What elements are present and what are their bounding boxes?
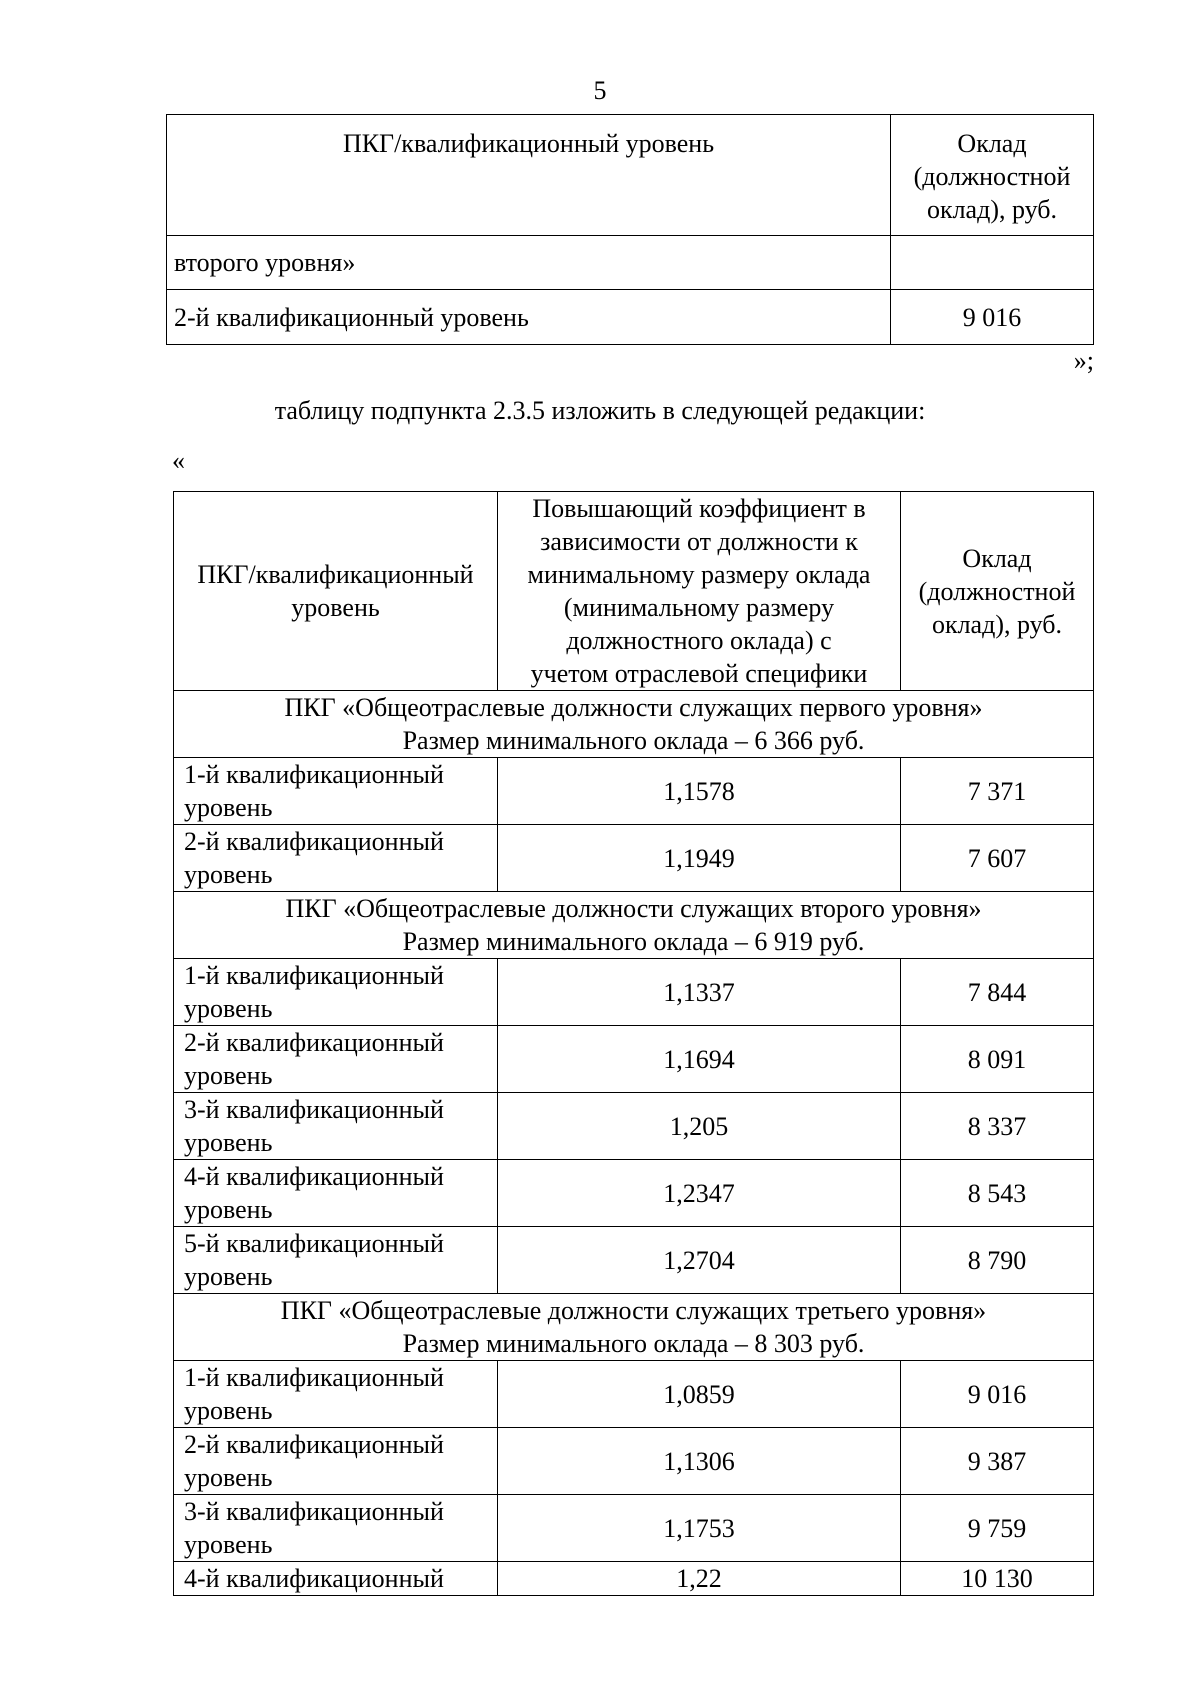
level-line: уровень xyxy=(184,1396,273,1425)
opening-quote: « xyxy=(172,446,185,475)
header-line: зависимости от должности к xyxy=(540,527,858,556)
level-cell xyxy=(174,1495,498,1562)
table-row xyxy=(174,1562,1094,1596)
table1-header-row xyxy=(167,115,1094,236)
group-header-row xyxy=(174,691,1094,758)
salary-cell: 9 016 xyxy=(891,290,1094,345)
table2-header-level xyxy=(174,492,498,691)
level-cell xyxy=(174,1562,498,1596)
level-line: 1-й квалификационный xyxy=(184,961,444,990)
header-line: (минимальному размеру xyxy=(563,593,835,622)
table-row xyxy=(174,825,1094,892)
salary-cell: 8 091 xyxy=(901,1026,1094,1093)
group-header-row xyxy=(174,892,1094,959)
table1-header-salary-line: Оклад xyxy=(957,129,1027,158)
group-min-salary: Размер минимального оклада – 8 303 руб. xyxy=(402,1329,865,1358)
salary-cell: 9 387 xyxy=(901,1428,1094,1495)
group-header-row xyxy=(174,1294,1094,1361)
group-header xyxy=(174,1294,1094,1361)
level-line: 5-й квалификационный xyxy=(184,1229,444,1258)
closing-quote: »; xyxy=(1073,346,1094,375)
level-line: уровень xyxy=(184,1195,273,1224)
level-line: 3-й квалификационный xyxy=(184,1497,444,1526)
level-cell xyxy=(174,1026,498,1093)
table1-header-salary-line: (должностной xyxy=(913,162,1071,191)
level-line: уровень xyxy=(184,1061,273,1090)
header-line: учетом отраслевой специфики xyxy=(530,659,868,688)
group-min-salary: Размер минимального оклада – 6 366 руб. xyxy=(402,726,865,755)
salary-cell xyxy=(891,236,1094,290)
coefficient-cell: 1,1753 xyxy=(498,1495,901,1562)
table-row xyxy=(174,1160,1094,1227)
level-line: 1-й квалификационный xyxy=(184,1363,444,1392)
header-line: (должностной xyxy=(918,576,1076,606)
table1-header-salary xyxy=(891,115,1094,236)
level-cell xyxy=(174,758,498,825)
group-title: ПКГ «Общеотраслевые должности служащих первого уровня» xyxy=(284,693,983,722)
table-row xyxy=(167,290,1094,345)
table1-header-level: ПКГ/квалификационный уровень xyxy=(167,115,891,236)
level-line: 4-й квалификационный xyxy=(184,1162,444,1191)
salary-coefficient-table xyxy=(173,491,1094,1596)
coefficient-cell: 1,205 xyxy=(498,1093,901,1160)
level-cell xyxy=(174,1361,498,1428)
table2-header-row xyxy=(174,492,1094,691)
level-cell: 2-й квалификационный уровень xyxy=(167,290,891,345)
header-line: ПКГ/квалификационный xyxy=(197,560,474,589)
salary-cell: 7 607 xyxy=(901,825,1094,892)
table-row xyxy=(174,959,1094,1026)
level-line: 4-й квалификационный xyxy=(184,1564,444,1593)
salary-cell: 8 337 xyxy=(901,1093,1094,1160)
salary-cell: 8 790 xyxy=(901,1227,1094,1294)
header-line: минимальному размеру оклада xyxy=(527,560,871,589)
level-cell xyxy=(174,825,498,892)
level-line: уровень xyxy=(184,793,273,822)
table-row xyxy=(174,1093,1094,1160)
level-cell: второго уровня» xyxy=(167,236,891,290)
table-row xyxy=(174,758,1094,825)
salary-cell: 8 543 xyxy=(901,1160,1094,1227)
level-cell xyxy=(174,1093,498,1160)
header-line: должностного оклада) с xyxy=(566,626,832,655)
salary-cell: 9 759 xyxy=(901,1495,1094,1562)
level-line: уровень xyxy=(184,860,273,889)
level-line: 2-й квалификационный xyxy=(184,1028,444,1057)
table1-header-salary-line: оклад), руб. xyxy=(926,195,1058,224)
coefficient-cell: 1,22 xyxy=(498,1562,901,1596)
table-row xyxy=(174,1495,1094,1562)
level-cell xyxy=(174,1160,498,1227)
level-line: 3-й квалификационный xyxy=(184,1095,444,1124)
level-line: 2-й квалификационный xyxy=(184,1430,444,1459)
level-cell xyxy=(174,1227,498,1294)
group-title: ПКГ «Общеотраслевые должности служащих второго уровня» xyxy=(285,894,982,923)
coefficient-cell: 1,1306 xyxy=(498,1428,901,1495)
table2-header-salary xyxy=(901,492,1094,691)
group-title: ПКГ «Общеотраслевые должности служащих третьего уровня» xyxy=(280,1296,987,1325)
salary-cell: 7 371 xyxy=(901,758,1094,825)
level-line: уровень xyxy=(184,1530,273,1559)
header-line: Повышающий коэффициент в xyxy=(532,494,866,523)
instruction-paragraph: таблицу подпункта 2.3.5 изложить в следующей редакции: xyxy=(274,396,926,425)
table-row xyxy=(174,1361,1094,1428)
coefficient-cell: 1,2704 xyxy=(498,1227,901,1294)
coefficient-cell: 1,0859 xyxy=(498,1361,901,1428)
salary-cell: 7 844 xyxy=(901,959,1094,1026)
table-row xyxy=(167,236,1094,290)
table2-header-coefficient xyxy=(498,492,901,691)
salary-cell: 10 130 xyxy=(901,1562,1094,1596)
level-line: уровень xyxy=(184,994,273,1023)
level-line: уровень xyxy=(184,1128,273,1157)
level-line: 1-й квалификационный xyxy=(184,760,444,789)
salary-cell: 9 016 xyxy=(901,1361,1094,1428)
salary-table-continuation xyxy=(166,114,1094,345)
coefficient-cell: 1,1694 xyxy=(498,1026,901,1093)
level-line: 2-й квалификационный xyxy=(184,827,444,856)
coefficient-cell: 1,1949 xyxy=(498,825,901,892)
group-header xyxy=(174,892,1094,959)
table-row xyxy=(174,1026,1094,1093)
header-line: уровень xyxy=(291,593,380,622)
table-row xyxy=(174,1227,1094,1294)
level-line: уровень xyxy=(184,1463,273,1492)
coefficient-cell: 1,2347 xyxy=(498,1160,901,1227)
page-number: 5 xyxy=(593,76,607,105)
table-row xyxy=(174,1428,1094,1495)
level-cell xyxy=(174,959,498,1026)
level-line: уровень xyxy=(184,1262,273,1291)
header-line: оклад), руб. xyxy=(931,609,1063,639)
coefficient-cell: 1,1337 xyxy=(498,959,901,1026)
group-min-salary: Размер минимального оклада – 6 919 руб. xyxy=(402,927,865,956)
coefficient-cell: 1,1578 xyxy=(498,758,901,825)
header-line: Оклад xyxy=(962,543,1032,573)
group-header xyxy=(174,691,1094,758)
level-cell xyxy=(174,1428,498,1495)
